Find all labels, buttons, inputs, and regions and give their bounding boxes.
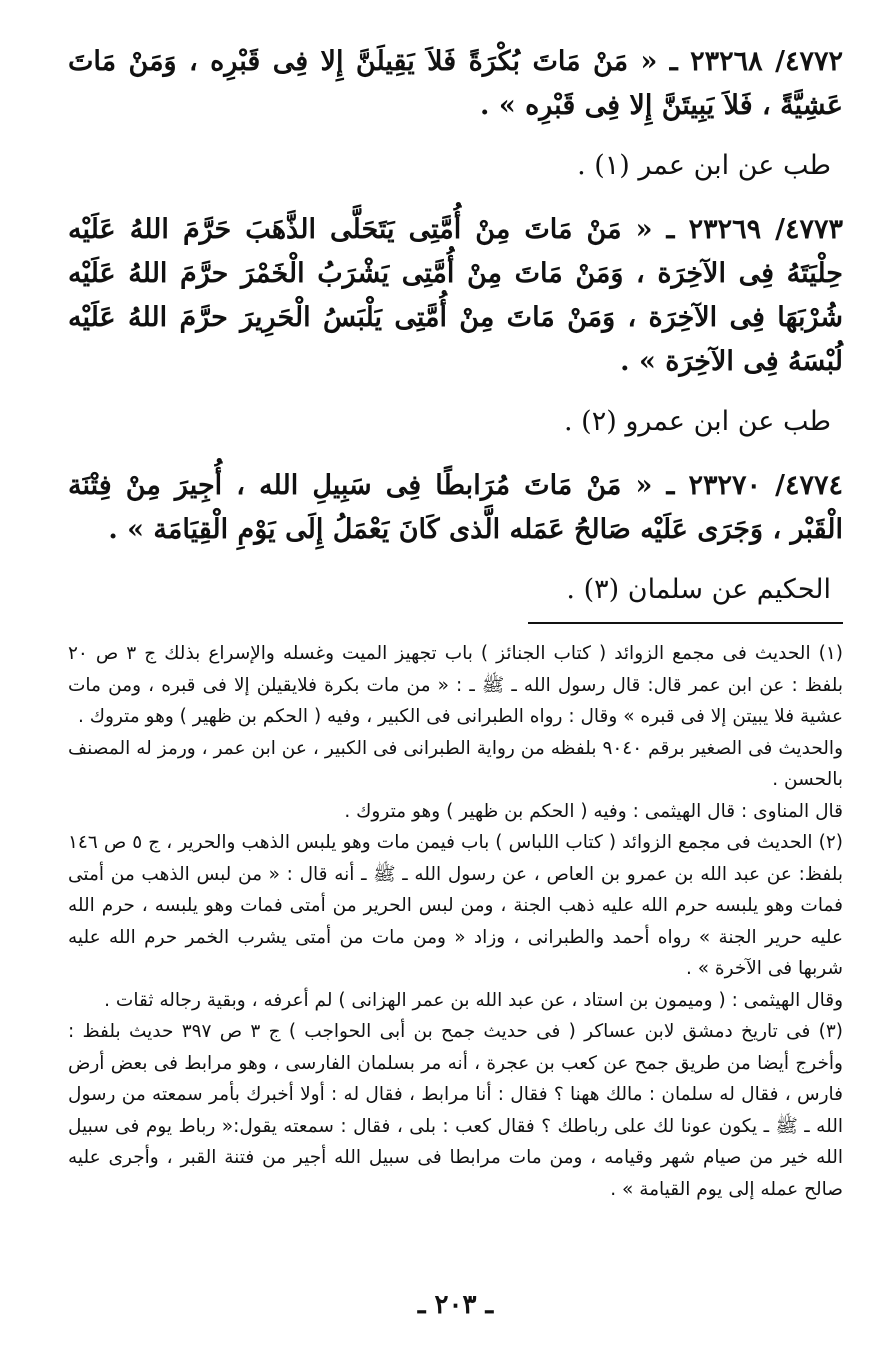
footnote-paragraph: قال المناوى : قال الهيثمى : وفيه ( الحكم بن ظهير ) وهو متروك . bbox=[344, 800, 843, 822]
hadith-source: طب عن ابن عمرو (٢) . bbox=[564, 406, 831, 437]
hadith-number: ٤٧٧٣/ ٢٣٢٦٩ bbox=[688, 214, 844, 245]
footnote-paragraph: والحديث فى الصغير برقم ٩٠٤٠ بلفظه من رواية الطبرانى فى الكبير ، عن ابن عمر ، ورمز له المصنف بالحسن . bbox=[68, 737, 843, 790]
hadith-paragraph bbox=[68, 464, 843, 552]
hadith-entry bbox=[68, 208, 843, 384]
hadith-text: ـ « مَنْ مَاتَ مُرَابطًا فِى سَبِيلِ الله ، أُجِيرَ مِنْ فِتْنَة الْقَبْر ، وَجَرَى عَلَيْه صَالحُ عَمَله الَّذى كَانَ يَعْمَلُ إِلَى يَوْمِ الْقِيَامَة » . bbox=[68, 470, 843, 545]
footnote bbox=[68, 1016, 843, 1205]
hadith-source: طب عن ابن عمر (١) . bbox=[577, 150, 831, 181]
page bbox=[68, 40, 843, 1348]
page-number: ـ ٢٠٣ ـ bbox=[417, 1290, 494, 1320]
hadith-text: ـ « مَنْ مَاتَ مِنْ أُمَّتِى يَتَحَلَّى الذَّهَبَ حَرَّمَ اللهُ عَلَيْه حِلْيَتَهُ فِى الآخِرَة ، وَمَنْ مَاتَ مِنْ أُمَّتِى يَشْرَبُ الْخَمْرَ حرَّمَ اللهُ عَلَيْه شُرْبَهَا فِى الآخِرَة ، وَمَنْ مَاتَ مِنْ أُمَّتِى يَلْبَسُ الْحَرِيرَ حرَّمَ اللهُ عَلَيْه لُبْسَهُ فِى الآخِرَة » . bbox=[68, 214, 843, 377]
footnote-divider bbox=[528, 622, 843, 624]
hadith-paragraph bbox=[68, 208, 843, 384]
footnote-marker: (٢) bbox=[818, 832, 843, 853]
hadith-list bbox=[68, 40, 843, 610]
footnote-marker: (٣) bbox=[818, 1021, 843, 1042]
footnote bbox=[68, 638, 843, 827]
footnote-paragraph bbox=[68, 638, 843, 733]
hadith-paragraph bbox=[68, 40, 843, 128]
footnote-paragraph: وقال الهيثمى : ( وميمون بن استاد ، عن عبد الله بن عمر الهزانى ) لم أعرفه ، وبقية رجاله ثقات . bbox=[104, 989, 843, 1011]
hadith-entry bbox=[68, 464, 843, 552]
hadith-number: ٤٧٧٢/ ٢٣٢٦٨ bbox=[690, 46, 843, 77]
footnote-paragraph bbox=[68, 1016, 843, 1205]
footnote bbox=[68, 827, 843, 1016]
footnote-text: الحديث فى مجمع الزوائد ( كتاب الجنائز ) باب تجهيز الميت وغسله والإسراع بذلك ج ٣ ص ٢٠ بلفظ : عن ابن عمر قال: قال رسول الله ـ ﷺ ـ : « من مات بكرة فلايقيلن إلا فى قبره ، ومن مات عشية فلا يبيتن إلا فى قبره » وقال : رواه الطبرانى فى الكبير ، وفيه ( الحكم بن ظهير ) وهو متروك . bbox=[68, 643, 843, 727]
footnote-text: الحديث فى مجمع الزوائد ( كتاب اللباس ) باب فيمن مات وهو يلبس الذهب والحرير ، ج ٥ ص ١٤٦ بلفظ: عن عبد الله بن عمرو بن العاص ، عن رسول الله ـ ﷺ ـ أنه قال : « من لبس الذهب من أمتى فمات وهو يلبسه حرم الله عليه ذهب الجنة ، ومن لبس الحرير من أمتى فمات وهو يلبسه ، حرم الله عليه حرير الجنة » رواه أحمد والطبرانى ، وزاد « ومن مات من أمتى يشرب الخمر حرم الله عليه شربها فى الآخرة » . bbox=[68, 832, 843, 979]
footnote-paragraph bbox=[68, 827, 843, 985]
hadith-entry bbox=[68, 40, 843, 128]
hadith-source: الحكيم عن سلمان (٣) . bbox=[566, 574, 831, 605]
footnotes bbox=[68, 638, 843, 1205]
hadith-number: ٤٧٧٤/ ٢٣٢٧٠ bbox=[688, 470, 843, 501]
footnote-text: فى تاريخ دمشق لابن عساكر ( فى حديث جمح بن أبى الحواجب ) ج ٣ ص ٣٩٧ حديث بلفظ : وأخرج أيضا من طريق جمح عن كعب بن عجرة ، أنه مر بسلمان الفارسى ، وهو مرابط فى بعض أرض فارس ، فقال له سلمان : مالك ههنا ؟ فقال : أنا مرابط ، فقال له : أولا أخبرك بأمر سمعته من رسول الله ـ ﷺ ـ يكون عونا لك على رباطك ؟ فقال كعب : بلى ، فقال : سمعته يقول:« رباط يوم فى سبيل الله خير من صيام شهر وقيامه ، ومن مات مرابطا فى سبيل الله أجير من فتنة القبر ، وأجرى عليه صالح عمله إلى يوم القيامة » . bbox=[68, 1021, 843, 1200]
footnote-marker: (١) bbox=[818, 643, 843, 664]
hadith-text: ـ « مَنْ مَاتَ بُكْرَةً فَلاَ يَقِيلَنَّ إِلا فِى قَبْرِه ، وَمَنْ مَاتَ عَشِيَّةً ، فَلاَ يَبِيتَنَّ إِلا فِى قَبْرِه » . bbox=[68, 46, 843, 121]
